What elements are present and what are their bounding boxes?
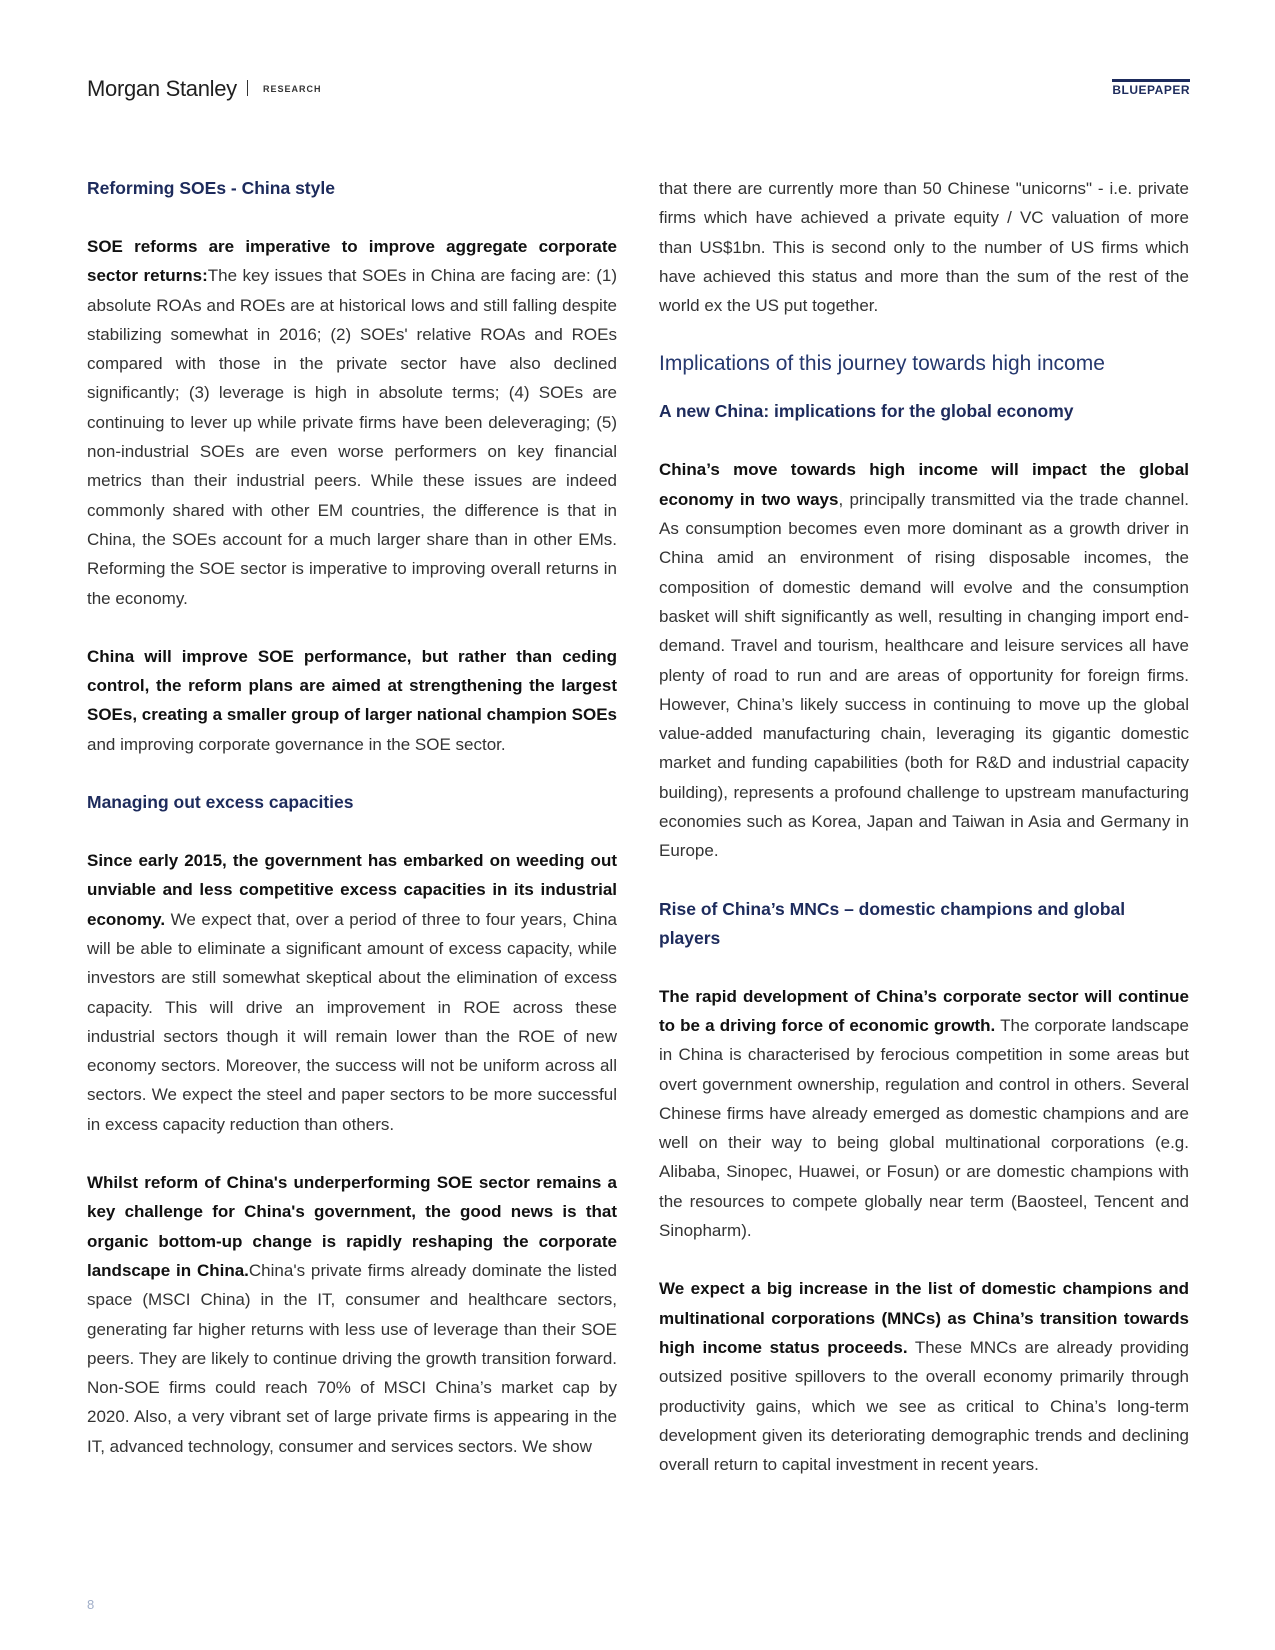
section-title: Implications of this journey towards high income bbox=[659, 352, 1105, 376]
paragraph bbox=[87, 642, 617, 759]
heading-china-mncs: Rise of China’s MNCs – domestic champions and global players bbox=[659, 898, 1126, 948]
paragraph-body: The key issues that SOEs in China are facing are: (1) absolute ROAs and ROEs are at historical lows and still falling despite stabilizing somewhat in 2016; (2) SOEs' relative ROAs and ROEs compared with those in the private sector have also declined significantly; (3) leverage is high in absolute terms; (4) SOEs are continuing to lever up while private firms have been deleveraging; (5) non-industrial SOEs are even worse performers on key financial metrics than their industrial peers. While these issues are indeed commonly shared with other EM countries, the difference is that in China, the SOEs account for a much larger share than in other EMs. Reforming the SOE sector is imperative to improving overall returns in the economy. bbox=[87, 266, 617, 608]
left-column bbox=[87, 174, 617, 1461]
right-column bbox=[659, 174, 1189, 1479]
page-number: 8 bbox=[87, 1597, 95, 1612]
paragraph: that there are currently more than 50 Chinese "unicorns" - i.e. private firms which have achieved a private equity / VC valuation of more than US$1bn. This is second only to the number of US firms which have achieved this status and more than the sum of the rest of the world ex the US put together. bbox=[659, 179, 1189, 316]
paragraph-lead: The rapid development of China’s corporate sector will continue to be a driving force of economic growth. bbox=[659, 986, 1189, 1035]
heading-new-china: A new China: implications for the global economy bbox=[659, 401, 1074, 422]
bluepaper-label: BLUEPAPER bbox=[1112, 79, 1190, 97]
paragraph-lead: China will improve SOE performance, but rather than ceding control, the reform plans are aimed at strengthening the largest SOEs, creating a smaller group of larger national champion SOEs bbox=[87, 646, 617, 725]
paragraph-lead: Whilst reform of China's underperforming SOE sector remains a key challenge for China's government, the good news is that organic bottom-up change is rapidly reshaping the corporate landscape in China. bbox=[87, 1173, 617, 1280]
paragraph-body: We expect that, over a period of three to four years, China will be able to eliminate a significant amount of excess capacity, while investors are still somewhat skeptical about the elimination of excess capacity. This will drive an improvement in ROE across these industrial sectors though it will remain lower than the ROE of new economy sectors. Moreover, the success will not be uniform across all sectors. We expect the steel and paper sectors to be more successful in excess capacity reduction than others. bbox=[87, 909, 617, 1134]
paragraph bbox=[87, 1168, 617, 1461]
heading-excess-capacities: Managing out excess capacities bbox=[87, 792, 354, 813]
paragraph bbox=[659, 455, 1189, 865]
paragraph-body: These MNCs are already providing outsized positive spillovers to the overall economy primarily through productivity gains, which we see as critical to China’s long-term development given its deteriorating demographic trends and declining overall return to capital investment in recent years. bbox=[659, 1337, 1189, 1475]
brand-logo: Morgan Stanley bbox=[87, 76, 237, 101]
brand-divider bbox=[247, 80, 248, 96]
paragraph-body: China's private firms already dominate the listed space (MSCI China) in the IT, consumer and healthcare sectors, generating far higher returns with less use of leverage than their SOE peers. They are likely to continue driving the growth transition forward. Non-SOE firms could reach 70% of MSCI China’s market cap by 2020. Also, a very vibrant set of large private firms is appearing in the IT, advanced technology, consumer and services sectors. We show bbox=[87, 1260, 618, 1456]
paragraph bbox=[659, 982, 1189, 1246]
paragraph bbox=[659, 1274, 1189, 1479]
research-label: RESEARCH bbox=[263, 84, 322, 94]
heading-reforming-soes: Reforming SOEs - China style bbox=[87, 178, 335, 198]
paragraph-body: , principally transmitted via the trade channel. As consumption becomes even more dominant as a growth driver in China amid an environment of rising disposable incomes, the composition of domestic demand will evolve and the consumption basket will shift significantly as well, resulting in changing import end-demand. Travel and tourism, healthcare and leisure services all have plenty of road to run and are areas of opportunity for foreign firms. However, China’s likely success in continuing to move up the global value-added manufacturing chain, leveraging its gigantic domestic market and funding capabilities (both for R&D and industrial capacity building), represents a profound challenge to upstream manufacturing economies such as Korea, Japan and Taiwan in Asia and Germany in Europe. bbox=[659, 489, 1189, 861]
paragraph bbox=[87, 232, 617, 613]
paragraph-lead: SOE reforms are imperative to improve aggregate corporate sector returns: bbox=[87, 237, 617, 286]
paragraph bbox=[87, 846, 617, 1139]
paragraph-body: and improving corporate governance in the SOE sector. bbox=[87, 734, 506, 754]
paragraph-lead: China’s move towards high income will impact the global economy in two ways bbox=[659, 460, 1189, 509]
paragraph-lead: Since early 2015, the government has embarked on weeding out unviable and less competitive excess capacities in its industrial economy. bbox=[87, 851, 617, 929]
page-header bbox=[87, 76, 1190, 106]
paragraph-lead: We expect a big increase in the list of domestic champions and multinational corporations (MNCs) as China’s transition towards high income status proceeds. bbox=[659, 1279, 1189, 1357]
paragraph-body: The corporate landscape in China is characterised by ferocious competition in some areas but overt government ownership, regulation and control in others. Several Chinese firms have already emerged as domestic champions and are well on their way to being global multinational corporations (e.g. Alibaba, Sinopec, Huawei, or Fosun) or are domestic champions with the resources to compete globally near term (Baosteel, Tencent and Sinopharm). bbox=[659, 1015, 1190, 1241]
